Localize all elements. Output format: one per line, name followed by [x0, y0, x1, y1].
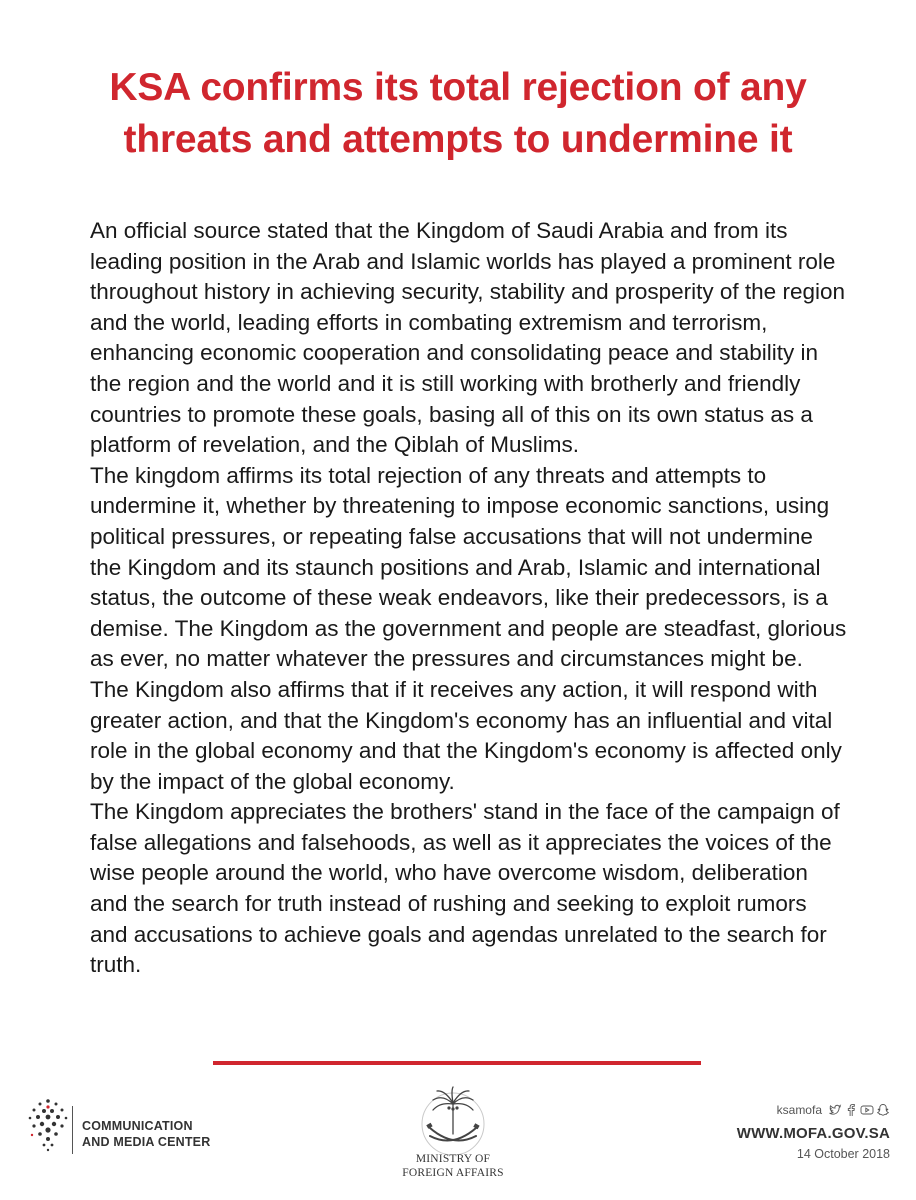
publish-date: 14 October 2018 — [796, 1147, 890, 1161]
headline — [30, 62, 886, 166]
headline-line-1: KSA confirms its total rejection of any — [109, 66, 807, 109]
social-icons — [828, 1103, 890, 1117]
snapchat-icon[interactable] — [876, 1103, 890, 1117]
facebook-icon[interactable] — [844, 1103, 858, 1117]
paragraph-4: The Kingdom appreciates the brothers' stand in the face of the campaign of false allegations and falsehoods, as well as it appreciates the voices of the wise people around the world, who have overcome wisdom, deliberation and the search for truth instead of rushing and seeking to exploit rumors and accusations to achieve goals and agendas unrelated to the search for truth. — [90, 799, 840, 978]
twitter-icon[interactable] — [828, 1103, 842, 1117]
cmc-wordmark — [82, 1118, 210, 1150]
statement-body — [90, 216, 850, 981]
cmc-logo-icon — [24, 1095, 72, 1155]
paragraph-1: An official source stated that the Kingdom of Saudi Arabia and from its leading position in the Arab and Islamic worlds has played a prominent role throughout history in achieving security, stability and prosperity of the region and the world, leading efforts in combating extremism and terrorism, enhancing economic cooperation and consolidating peace and stability in the region and the world and it is still working with brotherly and friendly countries to promote these goals, basing all of this on its own status as a platform of revelation, and the Qiblah of Muslims. — [90, 218, 845, 458]
paragraph-3: The Kingdom also affirms that if it receives any action, it will respond with greater action, and that the Kingdom's economy has an influential and vital role in the global economy and that the Kingdom's economy is affected only by the impact of the global economy. — [90, 676, 842, 794]
saudi-emblem-icon — [416, 1082, 490, 1162]
youtube-icon[interactable] — [860, 1103, 874, 1117]
cmc-line-2: AND MEDIA CENTER — [82, 1135, 211, 1149]
cmc-line-1: COMMUNICATION — [82, 1119, 193, 1133]
social-handle: ksamofa — [776, 1103, 822, 1117]
website-link[interactable]: WWW.MOFA.GOV.SA — [736, 1125, 890, 1142]
ministry-line-2: FOREIGN AFFAIRS — [402, 1167, 504, 1179]
cmc-separator — [72, 1106, 73, 1154]
ministry-wordmark — [378, 1152, 528, 1180]
divider-line — [213, 1061, 701, 1065]
paragraph-2: The kingdom affirms its total rejection of any threats and attempts to undermine it, whether by threatening to impose economic sanctions, using political pressures, or repeating false accusations that will not undermine the Kingdom and its staunch positions and Arab, Islamic and international status, the outcome of these weak endeavors, like their predecessors, is a demise. The Kingdom as the government and people are steadfast, glorious as ever, no matter whatever the pressures and circumstances might be. — [90, 462, 847, 672]
ministry-line-1: MINISTRY OF — [415, 1153, 491, 1165]
headline-line-2: threats and attempts to undermine it — [123, 118, 793, 161]
social-row — [777, 1103, 890, 1117]
